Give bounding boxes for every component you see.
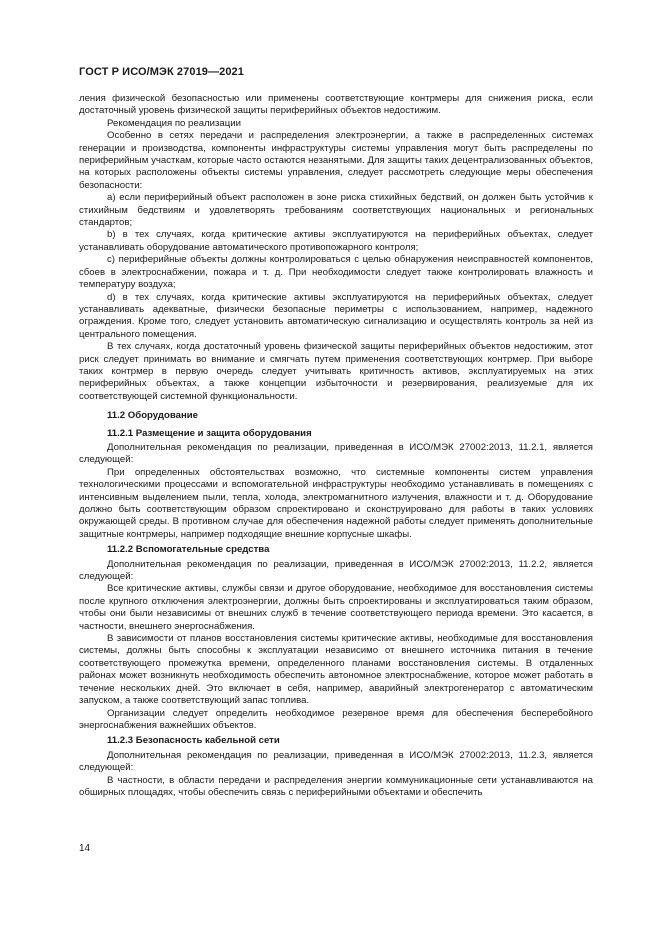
body-paragraph: ления физической безопасностью или применены соответствующие контрмеры для снижения риска, если достаточный уровень физической защиты периферийных объектов недостижим. <box>79 93 593 117</box>
body-paragraph: В частности, в области передачи и распределения энергии коммуникационные сети устанавливаются на обширных площадях, чтобы обеспечить связь с периферийными объектами и обеспечить <box>79 774 593 798</box>
body-paragraph: При определенных обстоятельствах возможно, что системные компоненты систем управления технологическими процессами и вспомогательной инфраструктуры необходимо устанавливать в помещениях с интенсивным выделением пыли, тепла, холода, электромагнитного излучения, влажности и т. д. Оборудование должно быть соответствующим образом спроектировано и сконструировано для работы в таких условиях окружающей среды. В противном случае для обеспечения надежной работы следует применять дополнительные защитные контрмеры, например подходящие внешние корпусные шкафы. <box>79 466 593 540</box>
subsection-heading: 11.2.1 Размещение и защита оборудования <box>107 427 312 439</box>
body-paragraph: В тех случаях, когда достаточный уровень физической защиты периферийных объектов недостижим, этот риск следует принимать во внимание и смягчать путем применения соответствующих контрмер. При выборе таких контрмер в первую очередь следует учитывать критичность активов, эксплуатируемых на этих периферийных объектах, а также концепции избыточности и резервирования, реализуемые для их соответствующей системной функциональности. <box>79 341 593 402</box>
body-paragraph: Все критические активы, службы связи и другое оборудование, необходимое для восстановления системы после крупного отключения электроэнергии, должны быть спроектированы и эксплуатироваться таким образом, чтобы они были независимы от внешних служб в течение соответствующего периода времени. Это касается, в частности, внешнего энергоснабжения. <box>79 583 593 632</box>
page-header-title: ГОСТ Р ИСО/МЭК 27019—2021 <box>79 66 244 78</box>
body-paragraph: a) если периферийный объект расположен в зоне риска стихийных бедствий, он должен быть устойчив к стихийным бедствиям и удовлетворять требованиям соответствующих национальных и региональных стандартов; <box>79 192 593 229</box>
document-body <box>79 93 593 799</box>
body-paragraph: В зависимости от планов восстановления системы критические активы, необходимые для восстановления системы, должны быть способны к эксплуатации независимо от внешнего источника питания в течение соответствующего промежутка времени, определенного планами восстановления системы. В отдаленных районах может возникнуть необходимость обеспечить автономное электроснабжение, которое может работать в течение нескольких дней. Это включает в себя, например, аварийный электрогенератор с автоматическим запуском, а также соответствующий запас топлива. <box>79 633 593 707</box>
body-paragraph: Рекомендация по реализации <box>107 117 241 129</box>
body-paragraph: Особенно в сетях передачи и распределения электроэнергии, а также в распределенных системах генерации и производства, компоненты инфраструктуры системы управления могут быть распределены по периферийным участкам, которые часто остаются незанятыми. Для защиты таких децентрализованных объектов, на которых расположены объекты системы управления, следует рассмотреть следующие меры обеспечения безопасности: <box>79 130 593 191</box>
body-paragraph: b) в тех случаях, когда критические активы эксплуатируются на периферийных объектах, следует устанавливать оборудование автоматического противопожарного контроля; <box>79 229 593 253</box>
body-paragraph: d) в тех случаях, когда критические активы эксплуатируются на периферийных объектах, следует устанавливать адекватные, физически безопасные периметры с использованием, например, надежного ограждения. Кроме того, следует установить автоматическую сигнализацию и осуществлять контроль за ней из центрального помещения. <box>79 291 593 340</box>
body-paragraph: c) периферийные объекты должны контролироваться с целью обнаружения неисправностей компонентов, сбоев в электроснабжении, пожара и т. д. При необходимости следует также контролировать влажность и температуру воздуха; <box>79 254 593 291</box>
page-number: 14 <box>79 843 91 854</box>
body-paragraph: Дополнительная рекомендация по реализации, приведенная в ИСО/МЭК 27002:2013, 11.2.2, является следующей: <box>79 558 593 583</box>
subsection-heading: 11.2.3 Безопасность кабельной сети <box>107 735 280 747</box>
body-paragraph: Дополнительная рекомендация по реализации, приведенная в ИСО/МЭК 27002:2013, 11.2.1, является следующей: <box>79 441 593 466</box>
section-heading: 11.2 Оборудование <box>107 410 198 422</box>
body-paragraph: Организации следует определить необходимое резервное время для обеспечения бесперебойного энергоснабжения важнейших объектов. <box>79 707 593 731</box>
body-paragraph: Дополнительная рекомендация по реализации, приведенная в ИСО/МЭК 27002:2013, 11.2.3, является следующей: <box>79 749 593 774</box>
subsection-heading: 11.2.2 Вспомогательные средства <box>107 544 270 556</box>
